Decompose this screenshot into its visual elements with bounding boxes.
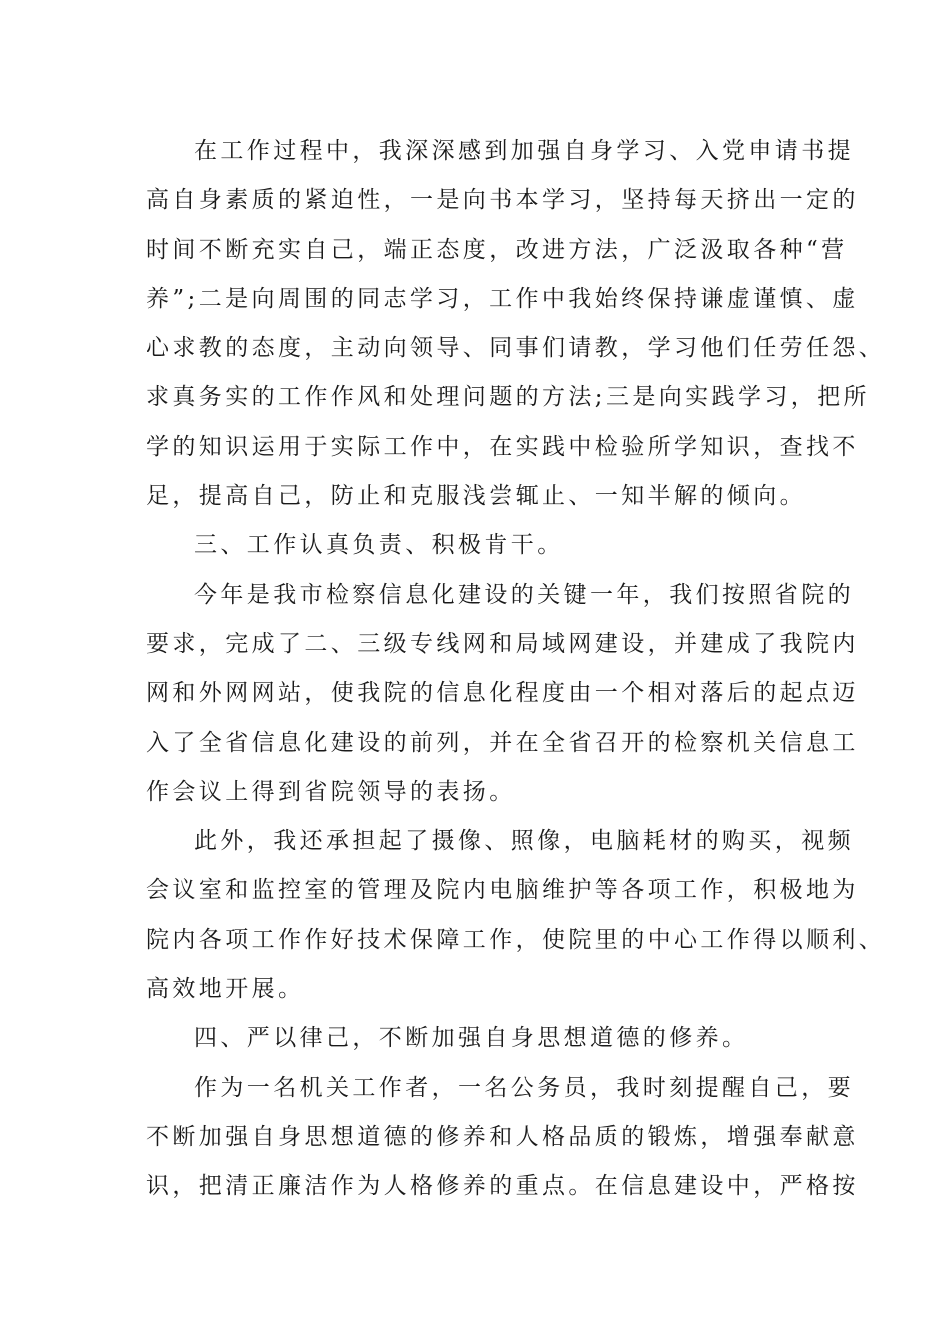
paragraph-line: 网和外网网站，使我院的信息化程度由一个相对落后的起点迈 bbox=[146, 680, 859, 707]
paragraph-line: 会议室和监控室的管理及院内电脑维护等各项工作，积极地为 bbox=[146, 877, 859, 904]
paragraph-line: 学的知识运用于实际工作中，在实践中检验所学知识，查找不 bbox=[146, 433, 859, 460]
paragraph-line: 足，提高自己，防止和克服浅尝辄止、一知半解的倾向。 bbox=[146, 483, 806, 510]
paragraph-line: 心求教的态度，主动向领导、同事们请教，学习他们任劳任怨、 bbox=[146, 335, 886, 362]
paragraph-line: 高自身素质的紧迫性，一是向书本学习，坚持每天挤出一定的 bbox=[146, 187, 859, 214]
paragraph-line: 作会议上得到省院领导的表扬。 bbox=[146, 778, 516, 805]
paragraph-line: 今年是我市检察信息化建设的关键一年，我们按照省院的 bbox=[194, 581, 854, 608]
paragraph-line: 院内各项工作作好技术保障工作，使院里的中心工作得以顺利、 bbox=[146, 926, 886, 953]
paragraph-line: 识，把清正廉洁作为人格修养的重点。在信息建设中，严格按 bbox=[146, 1173, 859, 1200]
paragraph-line: 作为一名机关工作者，一名公务员，我时刻提醒自己，要 bbox=[194, 1074, 854, 1101]
section-heading: 三、工作认真负责、积极肯干。 bbox=[194, 532, 564, 559]
paragraph-line: 时间不断充实自己，端正态度，改进方法，广泛汲取各种“营 bbox=[146, 236, 848, 263]
paragraph-line: 高效地开展。 bbox=[146, 976, 305, 1003]
paragraph-line: 此外，我还承担起了摄像、照像，电脑耗材的购买，视频 bbox=[194, 828, 854, 855]
paragraph-line: 不断加强自身思想道德的修养和人格品质的锻炼，增强奉献意 bbox=[146, 1123, 859, 1150]
paragraph-line: 要求，完成了二、三级专线网和局域网建设，并建成了我院内 bbox=[146, 630, 859, 657]
paragraph-line: 求真务实的工作作风和处理问题的方法;三是向实践学习，把所 bbox=[146, 384, 870, 411]
document-body bbox=[146, 127, 886, 1212]
paragraph-line: 入了全省信息化建设的前列，并在全省召开的检察机关信息工 bbox=[146, 729, 859, 756]
paragraph-line: 在工作过程中，我深深感到加强自身学习、入党申请书提 bbox=[194, 138, 854, 164]
section-heading: 四、严以律己，不断加强自身思想道德的修养。 bbox=[194, 1025, 749, 1052]
paragraph-line: 养”;二是向周围的同志学习，工作中我始终保持谦虚谨慎、虚 bbox=[146, 285, 859, 312]
